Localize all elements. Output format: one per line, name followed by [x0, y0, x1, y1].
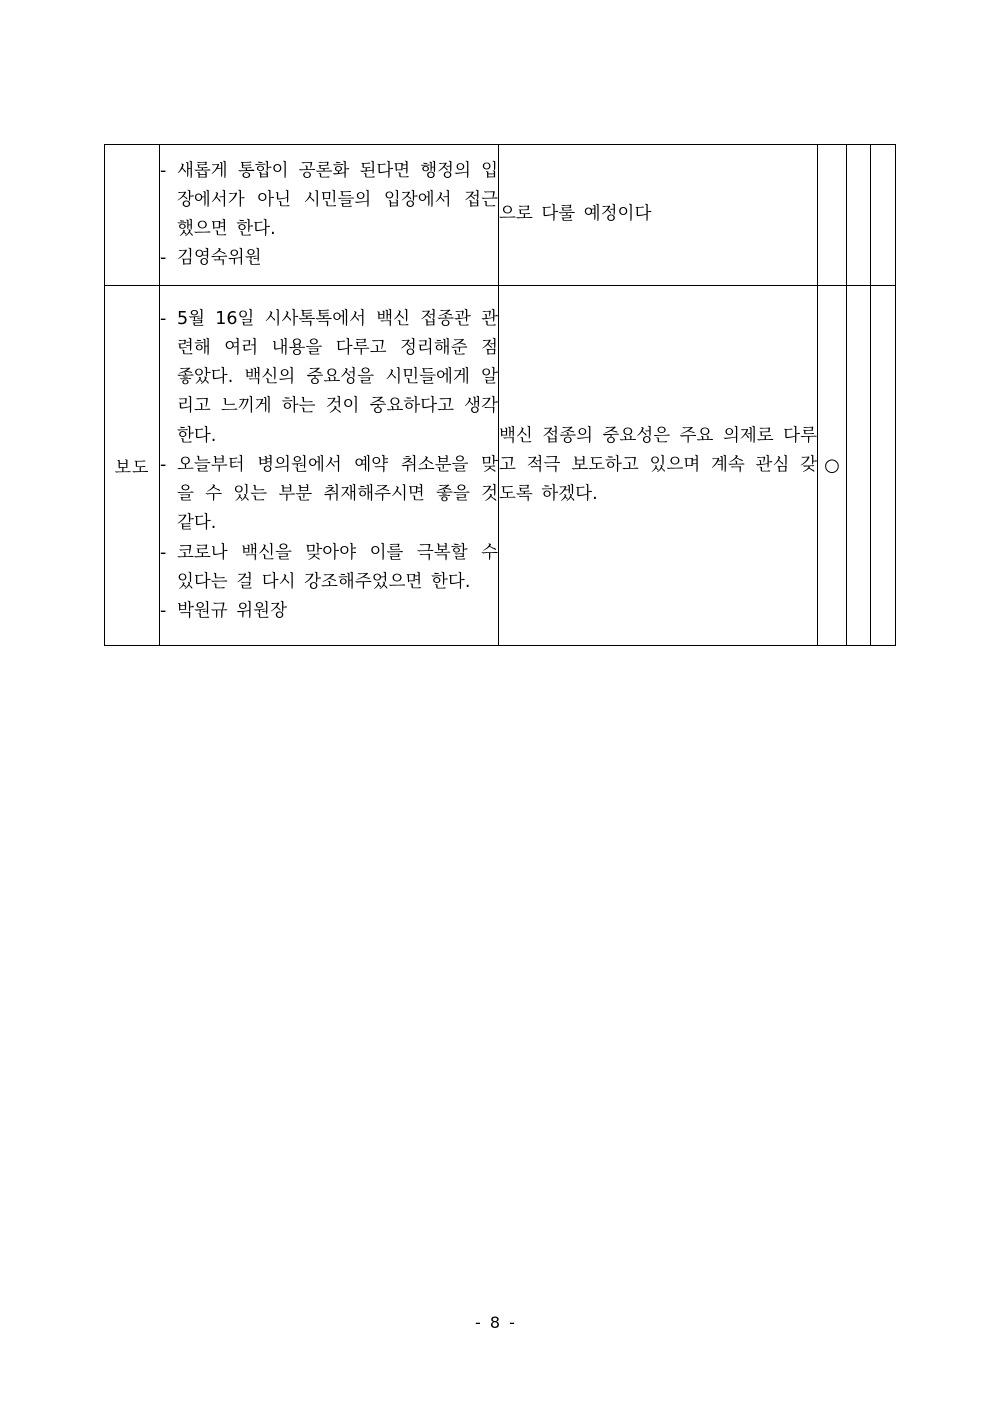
opinion-item	[160, 451, 498, 539]
bullet-dash: -	[160, 542, 167, 563]
opinion-item	[160, 305, 498, 451]
opinion-text: 코로나 백신을 맞아야 이를 극복할 수 있다는 걸 다시 강조해주었으면 한다.	[177, 542, 498, 592]
response-cell: 으로 다룰 예정이다	[499, 145, 818, 286]
response-cell: 백신 접종의 중요성은 주요 의제로 다루고 적극 보도하고 있으며 계속 관심 갖도록 하겠다.	[499, 286, 818, 646]
category-cell	[105, 145, 160, 286]
bullet-dash: -	[160, 308, 167, 329]
empty-cell	[871, 286, 896, 646]
empty-cell	[847, 145, 871, 286]
opinion-item	[160, 157, 498, 245]
member-name: 김영숙위원	[177, 248, 262, 269]
minutes-table	[104, 144, 896, 646]
opinion-item	[160, 597, 498, 626]
opinion-item	[160, 244, 498, 273]
opinion-text: 새롭게 통합이 공론화 된다면 행정의 입장에서가 아닌 시민들의 입장에서 접근했으면 한다.	[177, 160, 498, 239]
mark-cell	[818, 145, 847, 286]
opinions-cell	[160, 286, 499, 646]
member-name: 박원규 위원장	[177, 600, 287, 621]
table-row	[105, 286, 896, 646]
bullet-dash: -	[160, 600, 167, 621]
bullet-dash: -	[160, 248, 167, 269]
empty-cell	[847, 286, 871, 646]
opinion-item	[160, 539, 498, 597]
bullet-dash: -	[160, 454, 167, 475]
opinion-text: 5월 16일 시사톡톡에서 백신 접종관 관련해 여러 내용을 다루고 정리해준 점 좋았다. 백신의 중요성을 시민들에게 알리고 느끼게 하는 것이 중요하다고 생각한다.	[177, 308, 498, 446]
page-number: - 8 -	[475, 1313, 517, 1332]
empty-cell	[871, 145, 896, 286]
opinions-cell	[160, 145, 499, 286]
table-row	[105, 145, 896, 286]
category-cell: 보도	[105, 286, 160, 646]
mark-cell: ○	[818, 286, 847, 646]
bullet-dash: -	[160, 160, 167, 181]
opinion-text: 오늘부터 병의원에서 예약 취소분을 맞을 수 있는 부분 취재해주시면 좋을 것 같다.	[177, 454, 498, 534]
